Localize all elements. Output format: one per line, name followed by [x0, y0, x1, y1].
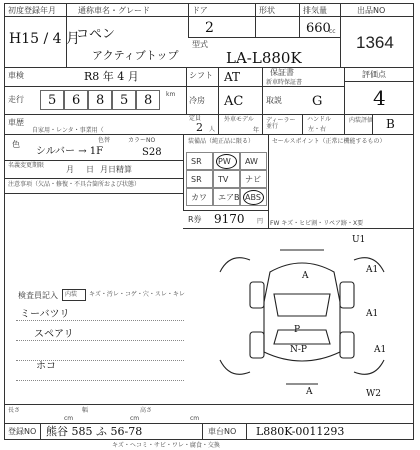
notes-label: 注意事項（欠品・修復・不具合箇所および状態）	[8, 181, 141, 188]
car-side-left-rear	[220, 360, 250, 374]
inspection-label: 車検	[8, 71, 24, 80]
chassis-number-value: L880K-0011293	[256, 425, 345, 438]
capacity-label: 定員	[189, 115, 202, 122]
mileage-digit-cell	[88, 90, 112, 110]
car-grade: アクティブトップ	[92, 49, 179, 62]
handle-label: ハンドル	[307, 116, 332, 123]
equipment-cell	[213, 170, 240, 188]
car-wheel-rear-left	[250, 332, 264, 358]
mileage-digit: 5	[48, 93, 57, 108]
mileage-label: 走行	[8, 95, 24, 104]
warranty-sub: 新車時保証書	[266, 79, 303, 86]
length-label: 長さ	[8, 407, 21, 414]
car-wheel-rear-right	[340, 332, 354, 358]
shift-label: シフト	[189, 71, 213, 80]
inspector-note-1: ミーバツリ	[20, 309, 70, 320]
dealer-label: ディーラー並行	[266, 117, 296, 130]
mileage-digit: 8	[96, 93, 105, 108]
registration-number-value: 熊谷 585 ふ 56-78	[46, 425, 143, 438]
handle-value: 左・右	[308, 126, 327, 133]
vehicle-history-label: 車歴	[8, 118, 24, 127]
interior-score-label: 内装評価	[349, 117, 374, 124]
capacity-unit: 人	[209, 126, 216, 133]
model-code-label: 型式	[192, 40, 208, 49]
equipment-item: TV	[218, 175, 229, 184]
width-unit: cm	[130, 415, 140, 422]
equipment-cell	[240, 152, 267, 170]
warranty-label: 保証書	[270, 68, 294, 77]
vehicle-history-options: 自家用・レンタ・事業用（	[32, 127, 104, 134]
diagram-mark-a1-right-3: A1	[374, 345, 387, 355]
equipment-item: SR	[191, 175, 202, 184]
diagram-mark-a1-right-2: A1	[366, 309, 379, 319]
doors-value: 2	[205, 20, 214, 36]
damage-legend: FW キズ・ヒビ割・リペア跡・X要	[270, 220, 364, 227]
score-value: 4	[373, 86, 386, 110]
air-conditioning-label: 冷房	[189, 96, 205, 105]
interior-score-value: B	[386, 117, 395, 131]
import-model-year-label: 外車モデル	[224, 116, 254, 123]
mileage-digit-cell	[40, 90, 64, 110]
exhibit-number-value: 1364	[356, 33, 394, 52]
inspection-value: R8 年 4 月	[84, 70, 139, 83]
capacity-value: 2	[196, 121, 203, 134]
car-name: コペン	[76, 27, 116, 42]
equipment-cell	[186, 152, 213, 170]
mileage-unit: km	[166, 91, 176, 98]
exhibit-number-label: 出品NO	[357, 6, 386, 15]
color-code-label: カラーNO	[128, 137, 156, 144]
color-code-value: S28	[142, 147, 162, 158]
equipment-cell	[240, 170, 267, 188]
equipment-item: PW	[218, 157, 231, 166]
bottom-legend: キズ・ヘコミ・サビ・ワレ・腐食・交換	[112, 442, 220, 449]
car-wheel-front-right	[340, 282, 354, 308]
recycle-unit: 円	[257, 218, 264, 225]
mileage-digit-cell	[136, 90, 160, 110]
color-label: 色	[12, 140, 20, 149]
displacement-unit: cc	[329, 28, 336, 35]
car-name-grade-label: 通称車名・グレード	[78, 6, 150, 15]
model-code-value: LA-L880K	[226, 49, 302, 67]
diagram-mark-w2: W2	[366, 389, 381, 399]
interior-damage-legend: キズ・汚レ・コゲ・穴・スレ・キレ	[89, 291, 185, 298]
mileage-digit-cell	[64, 90, 88, 110]
shift-value: AT	[224, 70, 241, 84]
recycle-value: 9170	[214, 212, 245, 226]
doors-label: ドア	[192, 6, 208, 15]
equipment-item: ナビ	[245, 175, 261, 184]
color-value: シルバー → 1F	[36, 146, 104, 157]
equipment-cell	[186, 188, 213, 206]
diagram-mark-a-rear: A	[306, 387, 313, 397]
name-change-month: 月	[66, 165, 74, 174]
car-rear-window	[274, 330, 330, 344]
settlement-label: 月日精算	[100, 165, 132, 174]
equipment-item: SR	[191, 157, 202, 166]
inspector-note-2: スペアリ	[34, 329, 74, 340]
inspector-note-3: ホコ	[36, 361, 56, 372]
air-conditioning-value: AC	[224, 94, 244, 109]
recycle-label: R券	[188, 215, 202, 224]
equipment-item: ABS	[245, 193, 261, 202]
car-side-right-rear	[354, 360, 384, 374]
car-side-left-front	[220, 258, 250, 272]
inspector-label: 検査員記入	[18, 291, 58, 300]
manual-label: 取説	[266, 96, 282, 105]
car-windshield	[274, 294, 330, 316]
first-registration-value: H15 / 4 月	[9, 31, 80, 47]
mileage-digit: 8	[144, 93, 153, 108]
displacement-value: 660	[306, 21, 331, 36]
mileage-digit-cell	[112, 90, 136, 110]
import-model-year-unit: 年	[253, 127, 260, 134]
length-unit: cm	[64, 415, 74, 422]
color-change-label: 色替	[98, 137, 111, 144]
car-damage-diagram	[190, 232, 414, 400]
width-label: 幅	[82, 407, 89, 414]
shape-label: 形状	[259, 6, 275, 15]
mileage-digit: 6	[72, 93, 81, 108]
equipment-cell	[186, 170, 213, 188]
first-registration-label: 初度登録年月	[8, 6, 56, 15]
equipment-item: エアB	[218, 193, 240, 202]
equipment-item: カワ	[191, 193, 207, 202]
height-unit: cm	[190, 415, 200, 422]
diagram-mark-a1-right: A1	[366, 265, 379, 275]
name-change-day: 日	[86, 165, 94, 174]
diagram-mark-p: P	[294, 325, 301, 335]
interior-tag: 内装	[65, 291, 78, 298]
equipment-cell	[240, 188, 267, 206]
equipment-cell	[213, 188, 240, 206]
height-label: 高さ	[140, 407, 153, 414]
chassis-number-label: 車台NO	[208, 427, 237, 436]
registration-number-label: 登録NO	[8, 427, 37, 436]
equipment-circled-mark	[243, 190, 264, 205]
diagram-mark-a: A	[302, 271, 309, 281]
diagram-mark-u1: U1	[352, 235, 366, 245]
car-wheel-front-left	[250, 282, 264, 308]
equipment-item: AW	[245, 157, 258, 166]
diagram-mark-np: N-P	[290, 345, 307, 355]
score-label: 評価点	[362, 70, 386, 79]
equipment-circled-mark	[216, 154, 237, 169]
sales-point-label: セールスポイント（正常に機能するもの）	[272, 138, 386, 145]
displacement-label: 排気量	[303, 6, 327, 15]
mileage-digit: 5	[120, 93, 129, 108]
equipment-title: 装備品（純正品に限る）	[188, 138, 255, 145]
equipment-cell	[213, 152, 240, 170]
name-change-label: 名義変更期限	[8, 162, 45, 169]
manual-value: G	[312, 94, 323, 109]
